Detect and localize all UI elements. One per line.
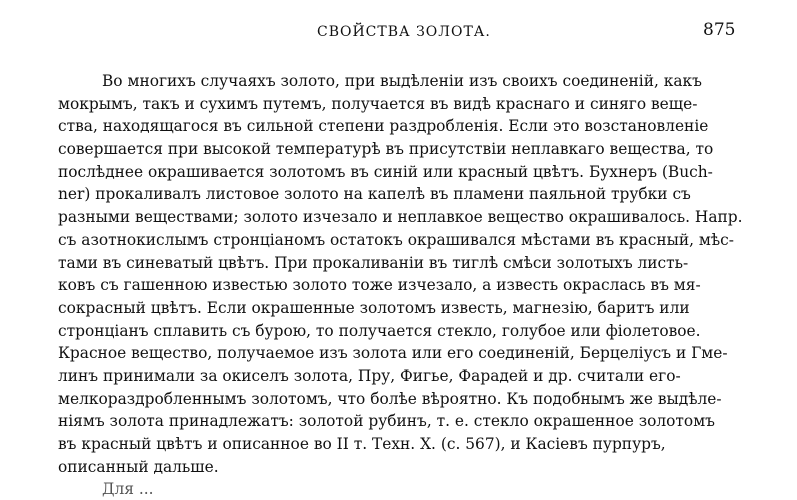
running-header-title: СВОЙСТВА ЗОЛОТА. [317,24,491,40]
text-line: мокрымъ, такъ и сухимъ путемъ, получается въ видѣ краснаго и синяго веще- [58,94,698,113]
text-line-partial: Для ... [102,480,154,499]
text-line: стронціанъ сплавить съ бурою, то получается стекло, голубое или фіолетовое. [58,321,701,340]
text-line: ства, находящагося въ сильной степени раздробленія. Если это возстановленіе [58,117,709,136]
text-line: ner) прокаливалъ листовое золото на капелѣ въ пламени паяльной трубки съ [58,185,691,204]
text-line: Красное вещество, получаемое изъ золота или его соединеній, Берцеліусъ и Гме- [58,344,728,363]
page-number: 875 [703,20,736,40]
text-line: послѣднее окрашивается золотомъ въ синій или красный цвѣтъ. Бухнеръ (Buch- [58,162,713,181]
text-line: сокрасный цвѣтъ. Если окрашенные золотомъ известь, магнезію, баритъ или [58,298,690,317]
text-line: мелкораздробленнымъ золотомъ, что болѣе вѣроятно. Къ подобнымъ же выдѣле- [58,389,722,408]
text-line: въ красный цвѣтъ и описанное во II т. Техн. X. (с. 567), и Касіевъ пурпуръ, [58,435,666,453]
text-line: ковъ съ гашенною известью золото тоже изчезало, а известь окраслась въ мя- [58,276,701,295]
text-line: линъ принимали за окиселъ золота, Пру, Фигье, Фарадей и др. считали его- [58,366,681,385]
text-line: Во многихъ случаяхъ золото, при выдѣленіи изъ своихъ соединеній, какъ [102,72,702,90]
text-line: разными веществами; золото изчезало и неплавкое вещество окрашивалось. Напр. [58,208,743,227]
body-paragraph [58,70,748,499]
text-line: съ азотнокислымъ стронціаномъ остатокъ окрашивался мѣстами въ красный, мѣс- [58,230,734,249]
text-line: описанный дальше. [58,457,219,476]
text-line: тами въ синеватый цвѣтъ. При прокаливаніи въ тиглѣ смѣси золотыхъ листь- [58,253,689,272]
text-line: совершается при высокой температурѣ въ присутствіи неплавкаго вещества, то [58,140,714,159]
text-line: ніямъ золота принадлежатъ: золотой рубинъ, т. е. стекло окрашенное золотомъ [58,412,715,431]
